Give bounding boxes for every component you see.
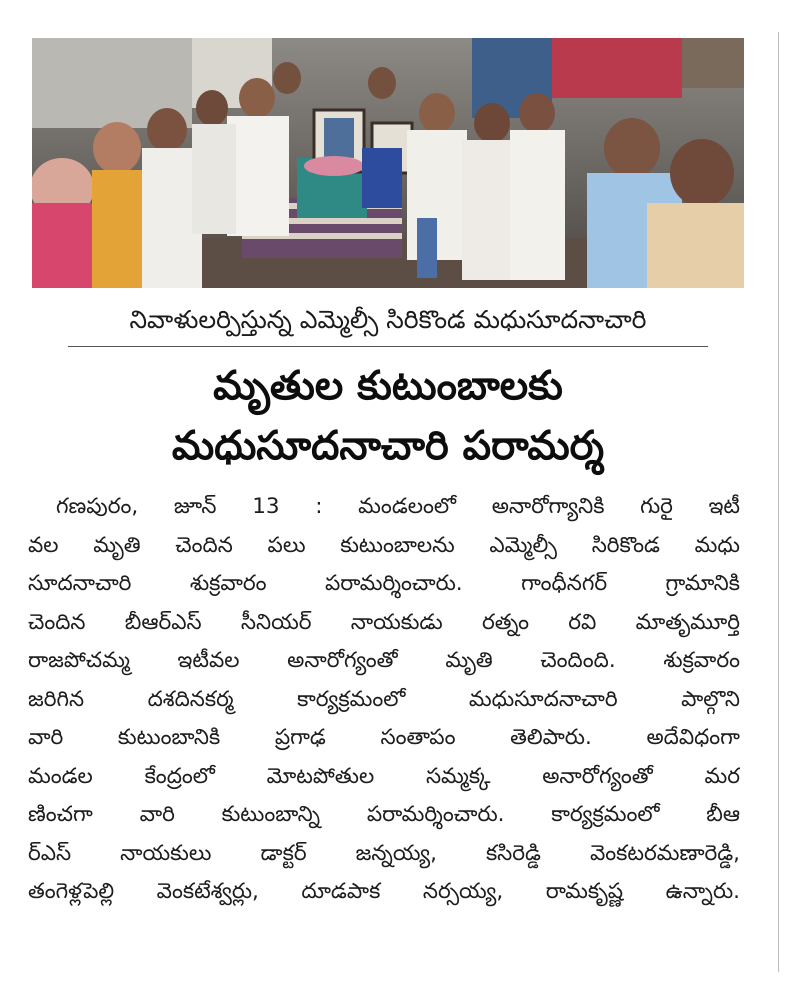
body-line: మండల కేంద్రంలో మోటపోతుల సమ్మక్క అనారోగ్యంతో మర <box>28 763 740 789</box>
body-line: చెందిన బీఆర్ఎస్ సీనియర్ నాయకుడు రత్నం రవి మాతృమూర్తి <box>28 609 740 635</box>
headline-line: మృతుల కుటుంబాలకు <box>213 363 563 409</box>
article-body <box>28 488 740 912</box>
body-line: గణపురం, జూన్ 13 : మండలంలో అనారోగ్యానికి గురై ఇటీ <box>56 494 740 519</box>
body-line: తంగెళ్లపెల్లి వెంకటేశ్వర్లు, దూడపాక నర్సయ్య, రామకృష్ణ ఉన్నారు. <box>28 879 740 904</box>
body-line: రాజపోచమ్మ ఇటీవల అనారోగ్యంతో మృతి చెందింది. శుక్రవారం <box>28 648 740 673</box>
body-line: జరిగిన దశదినకర్మ కార్యక్రమంలో మధుసూదనాచారి పాల్గొని <box>28 686 740 712</box>
body-line: సూదనాచారి శుక్రవారం పరామర్శించారు. గాంధీనగర్ గ్రామానికి <box>28 571 740 596</box>
body-line: ర్ఎస్ నాయకులు డాక్టర్ జన్నయ్య, కసిరెడ్డి వెంకటరమణారెడ్డి, <box>28 840 740 866</box>
headline-line: మధుసూదనాచారి పరామర్శ <box>171 423 605 469</box>
photo-caption: నివాళులర్పిస్తున్న ఎమ్మెల్సీ సిరికొండ మధుసూదనాచారి <box>129 305 647 334</box>
caption-divider <box>68 346 708 347</box>
body-line: వల మృతి చెందిన పలు కుటుంబాలను ఎమ్మెల్సీ సిరికొండ మధు <box>28 532 740 558</box>
news-photo <box>32 38 744 288</box>
body-line: ణించగా వారి కుటుంబాన్ని పరామర్శించారు. కార్యక్రమంలో బీఆ <box>28 802 740 827</box>
headline <box>28 356 748 476</box>
news-clipping <box>28 38 748 948</box>
column-edge-rule <box>778 32 779 972</box>
photo-illustration <box>32 38 744 288</box>
body-line: వారి కుటుంబానికి ప్రగాఢ సంతాపం తెలిపారు. అదేవిధంగా <box>28 725 740 750</box>
